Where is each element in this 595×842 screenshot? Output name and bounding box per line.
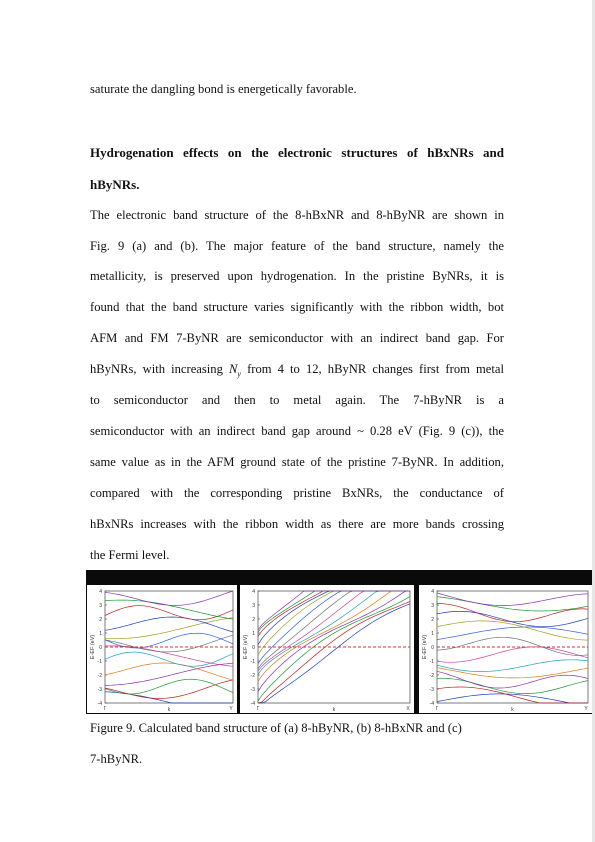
y-tick-label: 3 [431, 603, 434, 609]
y-tick-label: -3 [250, 687, 255, 693]
y-tick-label: 0 [252, 645, 255, 651]
y-tick-label: 1 [99, 631, 102, 637]
paragraph-line [90, 362, 504, 379]
ny-subscript: y [237, 369, 241, 379]
band-line [258, 591, 410, 682]
band-line [258, 597, 410, 702]
panel-c [419, 585, 592, 713]
band-line [258, 591, 410, 692]
k-start-label: Γ [103, 706, 107, 712]
k-end-label: X [406, 706, 410, 712]
x-axis-label: k [332, 707, 336, 713]
panel-b [240, 585, 414, 713]
band-plot-c [419, 585, 592, 713]
paragraph-line: hBxNRs increases with the ribbon width as there are more bands crossing [90, 517, 504, 531]
band-plot-b [240, 585, 414, 713]
y-tick-label: 4 [99, 589, 102, 595]
paragraph-line: to semiconductor and then to metal again. The 7-hByNR is a [90, 393, 504, 407]
y-tick-label: 0 [99, 645, 102, 651]
y-tick-label: -2 [429, 673, 434, 679]
paragraph-line: semiconductor with an indirect band gap around ~ 0.28 eV (Fig. 9 (c)), the [90, 424, 504, 438]
k-start-label: Γ [435, 706, 439, 712]
y-tick-label: 2 [252, 617, 255, 623]
y-tick-label: -1 [429, 659, 434, 665]
paragraph-line: metallicity, is preserved upon hydrogenation. In the pristine ByNRs, it is [90, 269, 504, 283]
body-text-line: saturate the dangling bond is energetically favorable. [90, 82, 357, 96]
section-heading-cont: hByNRs. [90, 177, 140, 192]
y-tick-label: -2 [97, 673, 102, 679]
y-axis-label: E-EF (eV) [90, 634, 96, 660]
y-tick-label: 1 [252, 631, 255, 637]
band-line [437, 593, 588, 606]
text-run: from 4 to 12, hByNR changes first from metal [240, 362, 504, 376]
band-line [258, 591, 410, 655]
y-tick-label: -3 [97, 687, 102, 693]
y-axis-label: E-EF (eV) [243, 634, 249, 660]
y-tick-label: -1 [97, 659, 102, 665]
band-line [258, 602, 410, 704]
y-tick-label: 0 [431, 645, 434, 651]
k-end-label: Y [229, 706, 233, 712]
y-tick-label: 3 [252, 603, 255, 609]
paragraph-line: The electronic band structure of the 8-hBxNR and 8-hByNR are shown in [90, 208, 504, 222]
paragraph-line: the Fermi level. [90, 548, 170, 562]
band-line [437, 637, 588, 655]
y-tick-label: -2 [250, 673, 255, 679]
section-heading: Hydrogenation effects on the electronic structures of hBxNRs and [90, 145, 504, 160]
paragraph-line: same value as in the AFM ground state of the pristine 7-ByNR. In addition, [90, 455, 504, 469]
band-line [105, 617, 233, 632]
y-tick-label: 4 [431, 589, 434, 595]
band-line [105, 679, 233, 694]
y-axis-label: E-EF (eV) [422, 634, 428, 660]
y-tick-label: -4 [250, 701, 255, 707]
band-line [105, 606, 233, 620]
y-tick-label: 1 [431, 631, 434, 637]
x-axis-label: k [167, 707, 171, 713]
figure-caption-cont: 7-hByNR. [90, 752, 143, 766]
band-line [105, 618, 233, 639]
band-line [437, 597, 588, 611]
paragraph-line: compared with the corresponding pristine BxNRs, the conductance of [90, 486, 504, 500]
band-line [258, 591, 410, 645]
y-tick-label: -1 [250, 659, 255, 665]
band-plot-a [87, 585, 237, 713]
y-tick-label: -4 [97, 701, 102, 707]
band-line [105, 600, 233, 619]
y-tick-label: 4 [252, 589, 255, 595]
y-tick-label: 2 [431, 617, 434, 623]
band-line [437, 604, 588, 622]
band-line [258, 591, 410, 632]
band-line [437, 694, 588, 703]
text-run: hByNRs, with increasing [90, 362, 229, 376]
band-line [258, 604, 410, 703]
y-tick-label: 2 [99, 617, 102, 623]
band-line [105, 635, 233, 652]
band-line [437, 678, 588, 693]
figure-caption: Figure 9. Calculated band structure of (a) 8-hByNR, (b) 8-hBxNR and (c) [90, 721, 462, 735]
figure-9 [86, 570, 592, 714]
band-line [105, 680, 233, 699]
x-axis-label: k [511, 707, 514, 713]
y-tick-label: -4 [429, 701, 434, 707]
paragraph-line: found that the band structure varies significantly with the ribbon width, bot [90, 300, 504, 314]
k-end-label: Y [584, 706, 588, 712]
band-line [105, 591, 233, 605]
band-line [437, 668, 588, 678]
band-line [105, 633, 233, 648]
band-line [105, 652, 233, 666]
y-tick-label: -3 [429, 687, 434, 693]
panel-a [87, 585, 237, 713]
band-line [437, 687, 588, 703]
paragraph-line: Fig. 9 (a) and (b). The major feature of the band structure, namely the [90, 239, 504, 253]
k-start-label: Γ [256, 706, 260, 712]
ny-symbol: N [229, 362, 238, 376]
paragraph-line: AFM and FM 7-ByNR are semiconductor with an indirect band gap. For [90, 331, 504, 345]
y-tick-label: 3 [99, 603, 102, 609]
